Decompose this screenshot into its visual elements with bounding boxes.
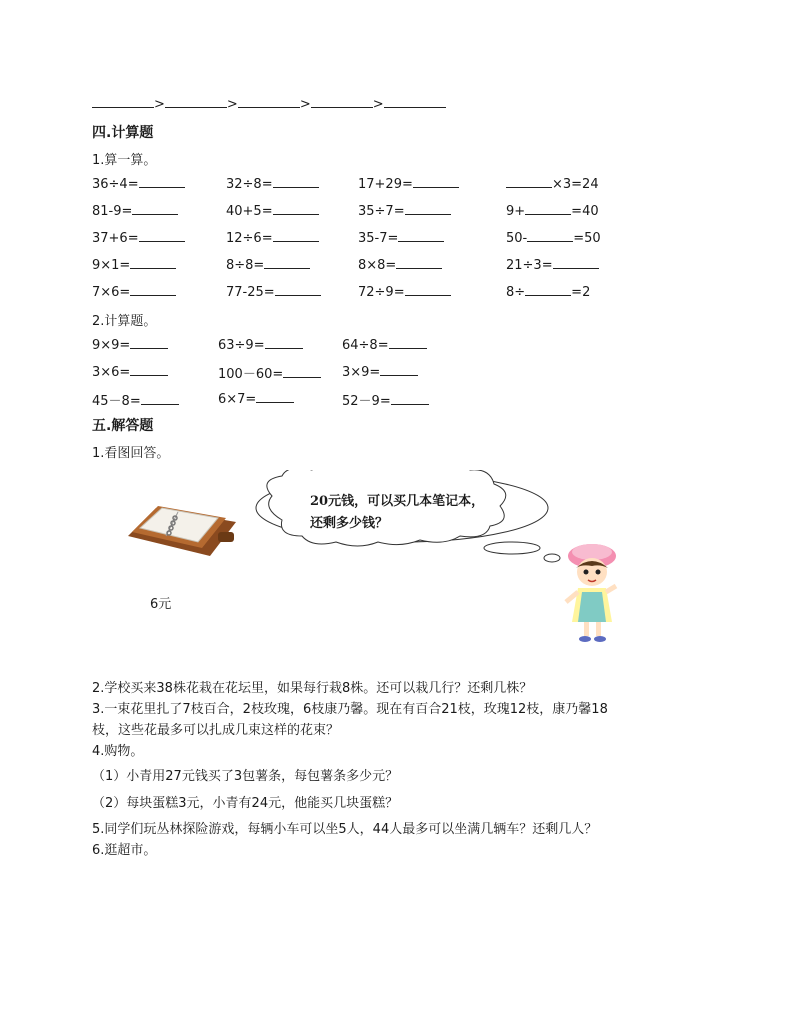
expression-text: 81-9= — [92, 204, 133, 219]
bubble-text-line1: 20元钱，可以买几本笔记本， — [310, 494, 485, 509]
expression-text: 37+6= — [92, 231, 139, 246]
greater-than-sign: > — [372, 97, 384, 112]
q1-title: 1.看图回答。 — [92, 446, 170, 461]
answer-blank[interactable] — [398, 229, 444, 242]
expression-text: ×3=24 — [552, 177, 599, 192]
arithmetic-item — [506, 175, 599, 192]
expression-text: 100－60= — [218, 367, 284, 382]
answer-blank[interactable] — [141, 392, 179, 405]
greater-than-sign: > — [154, 97, 165, 112]
blank-1[interactable] — [92, 95, 154, 108]
expression-text: 36÷4= — [92, 177, 139, 192]
expression-text: 64÷8= — [342, 338, 389, 353]
expression-text: 9×9= — [92, 338, 131, 353]
question-6: 6.逛超市。 — [92, 843, 157, 858]
notebook-image — [118, 498, 243, 563]
arithmetic-item — [218, 390, 294, 407]
answer-blank[interactable] — [391, 392, 429, 405]
blank-2[interactable] — [165, 95, 227, 108]
expression-text: 3×9= — [342, 365, 381, 380]
arithmetic-item — [92, 336, 168, 353]
expression-text: =40 — [571, 204, 599, 219]
arithmetic-item — [506, 202, 599, 219]
expression-text: 35÷7= — [358, 204, 405, 219]
arithmetic-item — [226, 256, 310, 273]
answer-blank[interactable] — [139, 229, 185, 242]
section4-title: 四.计算题 — [92, 125, 154, 141]
expression-text: 8÷ — [506, 285, 526, 300]
arithmetic-item — [226, 229, 319, 246]
answer-blank[interactable] — [396, 256, 442, 269]
expression-text: 17+29= — [358, 177, 413, 192]
answer-blank[interactable] — [132, 202, 178, 215]
arithmetic-item — [342, 390, 429, 409]
answer-blank[interactable] — [275, 283, 321, 296]
blank-4[interactable] — [311, 95, 373, 108]
blank-5[interactable] — [384, 95, 446, 108]
section5-title: 五.解答题 — [92, 418, 154, 434]
arithmetic-item — [218, 363, 321, 382]
expression-text: 7×6= — [92, 285, 131, 300]
greater-than-sign: > — [226, 97, 238, 112]
expression-text: 35-7= — [358, 231, 399, 246]
arithmetic-item — [358, 175, 459, 192]
arithmetic-item — [92, 363, 168, 380]
question-4-title: 4.购物。 — [92, 744, 144, 759]
arithmetic-item — [358, 229, 444, 246]
cartoon-girl-image — [556, 542, 626, 646]
answer-blank[interactable] — [273, 229, 319, 242]
expression-text: 63÷9= — [218, 338, 265, 353]
expression-text: 21÷3= — [506, 258, 553, 273]
answer-blank[interactable] — [527, 229, 573, 242]
arithmetic-item — [92, 283, 176, 300]
expression-text: 77-25= — [226, 285, 275, 300]
answer-blank[interactable] — [256, 390, 294, 403]
arithmetic-item — [506, 256, 599, 273]
expression-text: 8÷8= — [226, 258, 265, 273]
answer-blank[interactable] — [265, 336, 303, 349]
arithmetic-item — [226, 202, 319, 219]
thought-bubble — [252, 470, 562, 566]
part2-title: 2.计算题。 — [92, 314, 157, 329]
answer-blank[interactable] — [130, 256, 176, 269]
expression-text: 8×8= — [358, 258, 397, 273]
ordering-line — [92, 95, 446, 112]
expression-text: 72÷9= — [358, 285, 405, 300]
expression-text: 6×7= — [218, 392, 257, 407]
expression-text: 9×1= — [92, 258, 131, 273]
blank-3[interactable] — [238, 95, 300, 108]
question-3-line1: 3.一束花里扎了7枝百合，2枝玫瑰，6枝康乃馨。现在有百合21枝，玫瑰12枝，康乃馨18 — [92, 702, 608, 717]
arithmetic-item — [358, 202, 451, 219]
arithmetic-item — [358, 283, 451, 300]
answer-blank[interactable] — [380, 363, 418, 376]
expression-text: =50 — [573, 231, 601, 246]
question-3-line2: 枝，这些花最多可以扎成几束这样的花束？ — [92, 723, 340, 738]
expression-text: 32÷8= — [226, 177, 273, 192]
expression-text: 40+5= — [226, 204, 273, 219]
answer-blank[interactable] — [553, 256, 599, 269]
arithmetic-item — [358, 256, 442, 273]
arithmetic-item — [92, 202, 178, 219]
question-5: 5.同学们玩丛林探险游戏，每辆小车可以坐5人，44人最多可以坐满几辆车？还剩几人？ — [92, 822, 598, 837]
question-4-sub1: （1）小青用27元钱买了3包薯条，每包薯条多少元？ — [92, 769, 399, 784]
answer-blank[interactable] — [405, 283, 451, 296]
answer-blank[interactable] — [525, 283, 571, 296]
arithmetic-item — [92, 175, 185, 192]
arithmetic-item — [226, 175, 319, 192]
answer-blank[interactable] — [130, 336, 168, 349]
notebook-price: 6元 — [150, 597, 172, 612]
answer-blank[interactable] — [389, 336, 427, 349]
answer-blank[interactable] — [405, 202, 451, 215]
arithmetic-item — [218, 336, 303, 353]
answer-blank[interactable] — [130, 363, 168, 376]
expression-text: 45－8= — [92, 394, 141, 409]
expression-text: 12÷6= — [226, 231, 273, 246]
arithmetic-item — [342, 336, 427, 353]
answer-blank[interactable] — [139, 175, 185, 188]
expression-text: 52－9= — [342, 394, 391, 409]
part1-title: 1.算一算。 — [92, 153, 157, 168]
arithmetic-item — [506, 229, 601, 246]
greater-than-sign: > — [299, 97, 311, 112]
expression-text: =2 — [571, 285, 591, 300]
answer-blank[interactable] — [413, 175, 459, 188]
bubble-text-line2: 还剩多少钱？ — [310, 516, 389, 531]
answer-blank[interactable] — [264, 256, 310, 269]
question-4-sub2: （2）每块蛋糕3元，小青有24元，他能买几块蛋糕？ — [92, 796, 399, 811]
arithmetic-item — [92, 256, 176, 273]
arithmetic-item — [226, 283, 321, 300]
answer-blank[interactable] — [273, 202, 319, 215]
answer-blank[interactable] — [283, 365, 321, 378]
expression-text: 9+ — [506, 204, 526, 219]
answer-blank[interactable] — [130, 283, 176, 296]
answer-blank[interactable] — [506, 175, 552, 188]
arithmetic-item — [506, 283, 590, 300]
arithmetic-item — [342, 363, 418, 380]
answer-blank[interactable] — [525, 202, 571, 215]
expression-text: 50- — [506, 231, 528, 246]
arithmetic-item — [92, 229, 185, 246]
arithmetic-item — [92, 390, 179, 409]
answer-blank[interactable] — [273, 175, 319, 188]
question-2: 2.学校买来38株花栽在花坛里，如果每行栽8株。还可以栽几行？还剩几株？ — [92, 681, 533, 696]
expression-text: 3×6= — [92, 365, 131, 380]
